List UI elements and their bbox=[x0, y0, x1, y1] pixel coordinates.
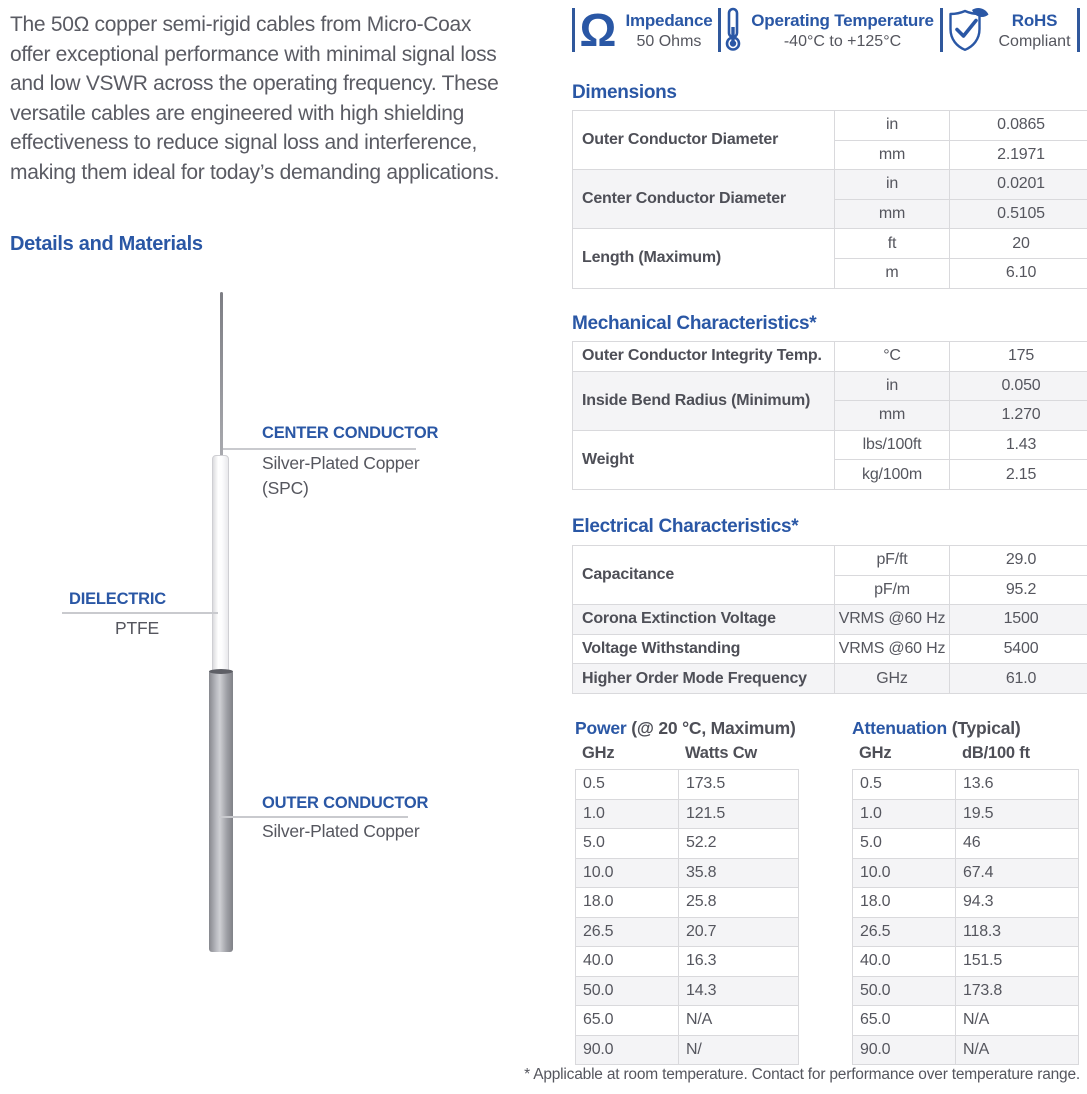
outer-conductor-label: OUTER CONDUCTOR bbox=[262, 794, 429, 812]
spec-unit-cell: mm bbox=[835, 140, 950, 170]
frequency-cell: 90.0 bbox=[576, 1035, 679, 1065]
value-cell: 173.8 bbox=[956, 976, 1079, 1006]
spec-value-cell: 1500 bbox=[950, 605, 1087, 635]
intro-paragraph: The 50Ω copper semi-rigid cables from Micro-Coax offer exceptional performance with minimal signal loss and low VSWR across the operating frequency. These versatile cables are engineered with high shielding effectiveness to reduce signal loss and interference, making them ideal for today’s demanding applications. bbox=[10, 13, 500, 184]
spec-value-cell: 175 bbox=[950, 342, 1087, 372]
badge-divider bbox=[572, 8, 575, 52]
power-column-headers bbox=[575, 742, 798, 769]
spec-value-cell: 2.15 bbox=[950, 460, 1087, 490]
table-row bbox=[853, 829, 1079, 859]
power-col2-header: Watts Cw bbox=[685, 744, 758, 762]
badge-value: Compliant bbox=[998, 33, 1071, 50]
frequency-cell: 1.0 bbox=[853, 799, 956, 829]
spec-value-cell: 0.0201 bbox=[950, 170, 1087, 200]
frequency-cell: 26.5 bbox=[576, 917, 679, 947]
table-row bbox=[853, 858, 1079, 888]
value-cell: 67.4 bbox=[956, 858, 1079, 888]
center-conductor-material-abbr: (SPC) bbox=[262, 478, 309, 498]
thermometer-icon bbox=[724, 7, 742, 56]
spec-unit-cell: pF/m bbox=[835, 575, 950, 605]
frequency-cell: 50.0 bbox=[576, 976, 679, 1006]
spec-value-cell: 0.5105 bbox=[950, 199, 1087, 229]
spec-value-cell: 6.10 bbox=[950, 258, 1087, 288]
operating-temperature-badge bbox=[722, 6, 936, 56]
spec-label-cell: Center Conductor Diameter bbox=[573, 170, 835, 229]
table-row bbox=[576, 858, 799, 888]
spec-label-cell: Outer Conductor Integrity Temp. bbox=[573, 342, 835, 372]
spec-label-cell: Higher Order Mode Frequency bbox=[573, 664, 835, 694]
footnote: * Applicable at room temperature. Contact for performance over temperature range. bbox=[524, 1066, 1080, 1083]
power-table bbox=[575, 769, 799, 1065]
table-row bbox=[576, 770, 799, 800]
spec-unit-cell: ft bbox=[835, 229, 950, 259]
frequency-cell: 0.5 bbox=[853, 770, 956, 800]
table-row bbox=[573, 371, 1087, 401]
badge-title: RoHS bbox=[1011, 11, 1058, 30]
spec-value-cell: 0.050 bbox=[950, 371, 1087, 401]
dielectric-graphic bbox=[212, 455, 229, 673]
spec-value-cell: 61.0 bbox=[950, 664, 1087, 694]
table-row bbox=[576, 917, 799, 947]
dielectric-leader-line bbox=[62, 612, 218, 614]
table-row bbox=[573, 664, 1087, 694]
power-title bbox=[575, 718, 798, 739]
center-conductor-material: Silver-Plated Copper bbox=[262, 453, 420, 473]
spec-unit-cell: lbs/100ft bbox=[835, 430, 950, 460]
details-heading: Details and Materials bbox=[10, 233, 203, 255]
frequency-cell: 40.0 bbox=[576, 947, 679, 977]
attenuation-col1-header: GHz bbox=[859, 744, 892, 762]
table-row bbox=[576, 1035, 799, 1065]
spec-label-cell: Inside Bend Radius (Minimum) bbox=[573, 371, 835, 430]
power-section bbox=[575, 718, 798, 1065]
spec-unit-cell: in bbox=[835, 371, 950, 401]
spec-value-cell: 5400 bbox=[950, 634, 1087, 664]
table-row bbox=[573, 342, 1087, 372]
spec-label-cell: Corona Extinction Voltage bbox=[573, 605, 835, 635]
spec-label-cell: Outer Conductor Diameter bbox=[573, 111, 835, 170]
dielectric-material: PTFE bbox=[115, 618, 159, 638]
power-title-suffix: (@ 20 °C, Maximum) bbox=[631, 718, 796, 738]
dimensions-table bbox=[572, 110, 1087, 289]
value-cell: 121.5 bbox=[679, 799, 799, 829]
dielectric-label: DIELECTRIC bbox=[69, 590, 167, 608]
spec-unit-cell: in bbox=[835, 111, 950, 141]
table-row bbox=[853, 888, 1079, 918]
frequency-cell: 90.0 bbox=[853, 1035, 956, 1065]
spec-value-cell: 1.270 bbox=[950, 401, 1087, 431]
frequency-cell: 10.0 bbox=[576, 858, 679, 888]
badge-divider bbox=[1077, 8, 1080, 52]
center-conductor-graphic bbox=[220, 292, 223, 458]
table-row bbox=[853, 770, 1079, 800]
spec-value-cell: 1.43 bbox=[950, 430, 1087, 460]
frequency-cell: 65.0 bbox=[853, 1006, 956, 1036]
spec-unit-cell: mm bbox=[835, 199, 950, 229]
table-row bbox=[573, 430, 1087, 460]
spec-badges-row bbox=[572, 3, 1080, 56]
table-row bbox=[573, 605, 1087, 635]
value-cell: 13.6 bbox=[956, 770, 1079, 800]
value-cell: N/A bbox=[956, 1006, 1079, 1036]
center-conductor-leader-line bbox=[223, 448, 416, 450]
frequency-cell: 18.0 bbox=[576, 888, 679, 918]
value-cell: 173.5 bbox=[679, 770, 799, 800]
table-row bbox=[853, 917, 1079, 947]
impedance-badge bbox=[578, 3, 714, 56]
frequency-cell: 40.0 bbox=[853, 947, 956, 977]
frequency-cell: 26.5 bbox=[853, 917, 956, 947]
table-row bbox=[576, 829, 799, 859]
mechanical-heading: Mechanical Characteristics* bbox=[572, 313, 817, 334]
table-row bbox=[576, 976, 799, 1006]
attenuation-title-suffix: (Typical) bbox=[951, 718, 1021, 738]
table-row bbox=[853, 947, 1079, 977]
spec-unit-cell: pF/ft bbox=[835, 546, 950, 576]
table-row bbox=[853, 799, 1079, 829]
table-row bbox=[573, 170, 1087, 200]
value-cell: 20.7 bbox=[679, 917, 799, 947]
attenuation-col2-header: dB/100 ft bbox=[962, 744, 1030, 762]
frequency-cell: 50.0 bbox=[853, 976, 956, 1006]
spec-unit-cell: mm bbox=[835, 401, 950, 431]
spec-unit-cell: m bbox=[835, 258, 950, 288]
spec-unit-cell: VRMS @60 Hz bbox=[835, 605, 950, 635]
attenuation-table bbox=[852, 769, 1079, 1065]
spec-value-cell: 95.2 bbox=[950, 575, 1087, 605]
badge-divider bbox=[718, 8, 721, 52]
table-row bbox=[576, 888, 799, 918]
badge-value: 50 Ohms bbox=[636, 33, 702, 50]
table-row bbox=[573, 546, 1087, 576]
spec-unit-cell: kg/100m bbox=[835, 460, 950, 490]
value-cell: N/A bbox=[956, 1035, 1079, 1065]
attenuation-title-main: Attenuation bbox=[852, 718, 948, 738]
frequency-cell: 5.0 bbox=[853, 829, 956, 859]
badge-title: Operating Temperature bbox=[751, 11, 934, 30]
frequency-cell: 1.0 bbox=[576, 799, 679, 829]
table-row bbox=[576, 947, 799, 977]
value-cell: 35.8 bbox=[679, 858, 799, 888]
table-row bbox=[576, 1006, 799, 1036]
frequency-cell: 65.0 bbox=[576, 1006, 679, 1036]
attenuation-title bbox=[852, 718, 1078, 739]
outer-conductor-material: Silver-Plated Copper bbox=[262, 821, 420, 841]
attenuation-column-headers bbox=[852, 742, 1078, 769]
spec-value-cell: 20 bbox=[950, 229, 1087, 259]
outer-conductor-graphic bbox=[209, 670, 233, 952]
frequency-cell: 18.0 bbox=[853, 888, 956, 918]
spec-value-cell: 2.1971 bbox=[950, 140, 1087, 170]
value-cell: 19.5 bbox=[956, 799, 1079, 829]
attenuation-section bbox=[852, 718, 1078, 1065]
shield-check-icon bbox=[947, 7, 989, 56]
frequency-cell: 5.0 bbox=[576, 829, 679, 859]
table-row bbox=[573, 229, 1087, 259]
table-row bbox=[853, 976, 1079, 1006]
spec-value-cell: 0.0865 bbox=[950, 111, 1087, 141]
power-title-main: Power bbox=[575, 718, 627, 738]
spec-unit-cell: VRMS @60 Hz bbox=[835, 634, 950, 664]
table-row bbox=[853, 1006, 1079, 1036]
badge-divider bbox=[940, 8, 943, 52]
outer-conductor-leader-line bbox=[218, 816, 408, 818]
value-cell: 25.8 bbox=[679, 888, 799, 918]
dimensions-heading: Dimensions bbox=[572, 82, 677, 103]
spec-label-cell: Capacitance bbox=[573, 546, 835, 605]
badge-value: -40°C to +125°C bbox=[783, 33, 902, 50]
center-conductor-label: CENTER CONDUCTOR bbox=[262, 424, 439, 442]
spec-label-cell: Length (Maximum) bbox=[573, 229, 835, 288]
electrical-heading: Electrical Characteristics* bbox=[572, 516, 799, 537]
spec-unit-cell: in bbox=[835, 170, 950, 200]
badge-title: Impedance bbox=[625, 11, 713, 30]
value-cell: 14.3 bbox=[679, 976, 799, 1006]
value-cell: 151.5 bbox=[956, 947, 1079, 977]
spec-label-cell: Weight bbox=[573, 430, 835, 489]
frequency-cell: 10.0 bbox=[853, 858, 956, 888]
omega-icon: Ω bbox=[579, 3, 617, 56]
spec-value-cell: 29.0 bbox=[950, 546, 1087, 576]
rohs-badge bbox=[944, 6, 1074, 56]
value-cell: 118.3 bbox=[956, 917, 1079, 947]
mechanical-table bbox=[572, 341, 1087, 490]
table-row bbox=[573, 634, 1087, 664]
table-row bbox=[576, 799, 799, 829]
value-cell: 52.2 bbox=[679, 829, 799, 859]
value-cell: 46 bbox=[956, 829, 1079, 859]
spec-unit-cell: °C bbox=[835, 342, 950, 372]
electrical-table bbox=[572, 545, 1087, 694]
table-row bbox=[853, 1035, 1079, 1065]
power-col1-header: GHz bbox=[582, 744, 615, 762]
table-row bbox=[573, 111, 1087, 141]
value-cell: N/ bbox=[679, 1035, 799, 1065]
value-cell: N/A bbox=[679, 1006, 799, 1036]
spec-label-cell: Voltage Withstanding bbox=[573, 634, 835, 664]
value-cell: 94.3 bbox=[956, 888, 1079, 918]
value-cell: 16.3 bbox=[679, 947, 799, 977]
spec-unit-cell: GHz bbox=[835, 664, 950, 694]
frequency-cell: 0.5 bbox=[576, 770, 679, 800]
